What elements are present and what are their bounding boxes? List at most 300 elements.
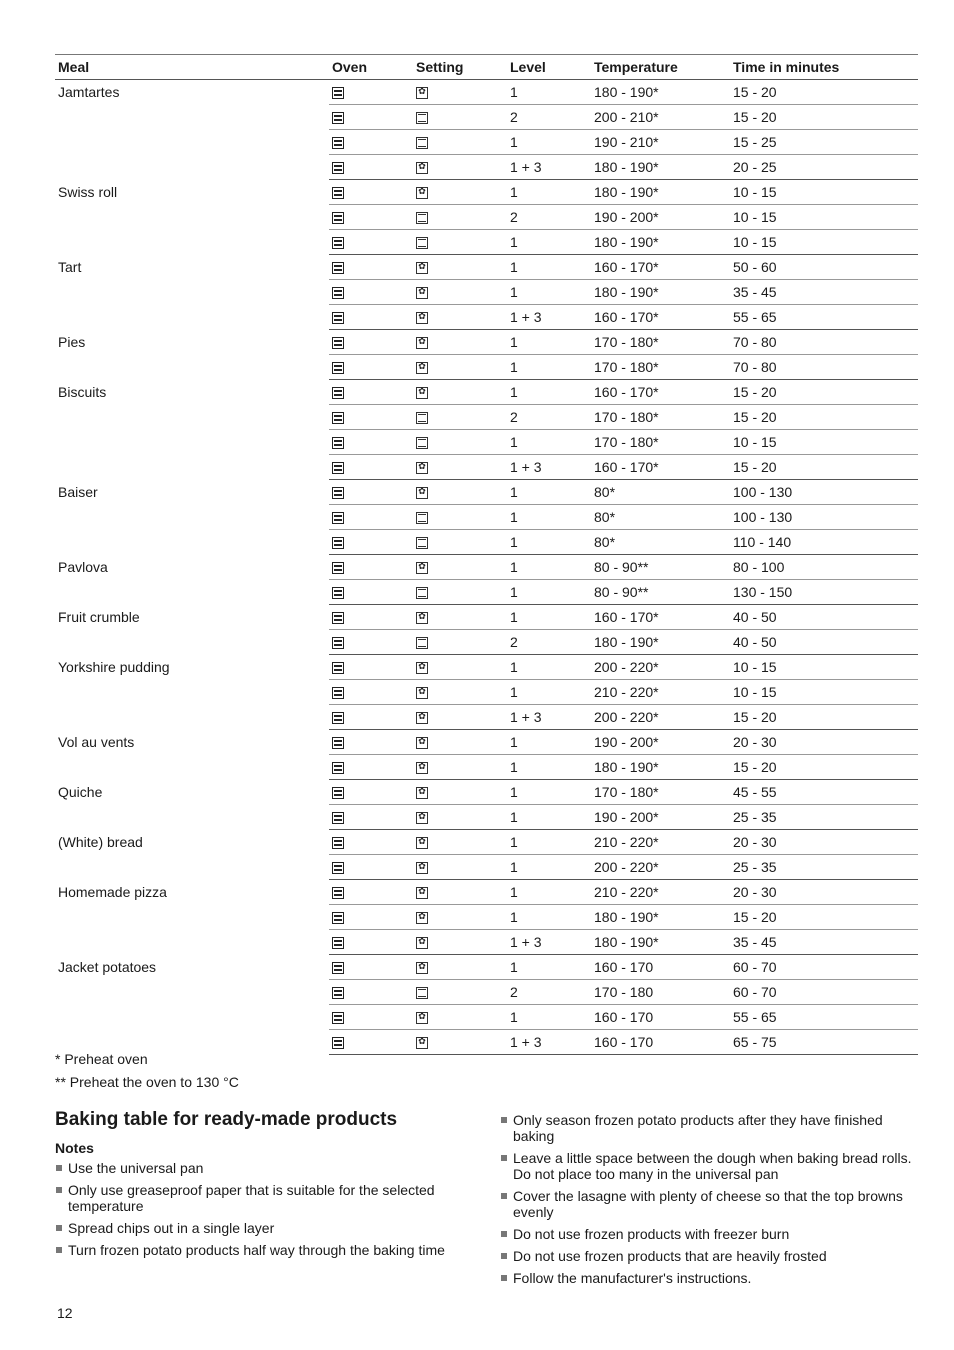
- level-cell: 1 + 3: [507, 155, 591, 180]
- fan-heating-icon: [416, 787, 428, 799]
- level-cell: 2: [507, 630, 591, 655]
- temperature-cell: 160 - 170*: [591, 255, 730, 280]
- temperature-cell: 200 - 220*: [591, 855, 730, 880]
- top-bottom-heating-icon: [416, 512, 428, 524]
- oven-cell: [329, 1005, 413, 1030]
- meal-name: Pavlova: [58, 558, 108, 575]
- level-cell: 1: [507, 255, 591, 280]
- oven-cell: [329, 80, 413, 105]
- level-cell: 1: [507, 280, 591, 305]
- oven-icon: [332, 437, 344, 449]
- oven-cell: [329, 980, 413, 1005]
- header-setting: Setting: [413, 55, 507, 80]
- oven-cell: [329, 305, 413, 330]
- setting-cell: [413, 405, 507, 430]
- level-cell: 1: [507, 505, 591, 530]
- setting-cell: [413, 705, 507, 730]
- fan-heating-icon: [416, 862, 428, 874]
- setting-cell: [413, 905, 507, 930]
- header-meal: Meal: [55, 55, 329, 80]
- level-cell: 1 + 3: [507, 930, 591, 955]
- level-cell: 1: [507, 480, 591, 505]
- fan-heating-icon: [416, 712, 428, 724]
- setting-cell: [413, 80, 507, 105]
- oven-icon: [332, 837, 344, 849]
- setting-cell: [413, 630, 507, 655]
- level-cell: 1: [507, 955, 591, 980]
- temperature-cell: 180 - 190*: [591, 230, 730, 255]
- time-cell: 60 - 70: [730, 980, 918, 1005]
- oven-icon: [332, 637, 344, 649]
- notes-list-left: [55, 1160, 475, 1264]
- page-number: 12: [57, 1305, 73, 1321]
- temperature-cell: 170 - 180*: [591, 780, 730, 805]
- setting-cell: [413, 455, 507, 480]
- setting-cell: [413, 805, 507, 830]
- level-cell: 1: [507, 130, 591, 155]
- fan-heating-icon: [416, 737, 428, 749]
- oven-cell: [329, 1030, 413, 1055]
- oven-icon: [332, 512, 344, 524]
- oven-icon: [332, 912, 344, 924]
- table-body: [55, 80, 918, 1055]
- section-title: Baking table for ready-made products: [55, 1109, 398, 1130]
- time-cell: 130 - 150: [730, 580, 918, 605]
- meal-name: Biscuits: [58, 383, 107, 400]
- table-row: [55, 80, 918, 105]
- setting-cell: [413, 955, 507, 980]
- setting-cell: [413, 480, 507, 505]
- setting-cell: [413, 130, 507, 155]
- oven-cell: [329, 230, 413, 255]
- time-cell: 110 - 140: [730, 530, 918, 555]
- oven-icon: [332, 412, 344, 424]
- fan-heating-icon: [416, 812, 428, 824]
- table-row: [55, 780, 918, 805]
- oven-cell: [329, 780, 413, 805]
- temperature-cell: 170 - 180*: [591, 405, 730, 430]
- meal-name: Quiche: [58, 783, 103, 800]
- time-cell: 15 - 20: [730, 705, 918, 730]
- level-cell: 1: [507, 730, 591, 755]
- time-cell: 15 - 20: [730, 380, 918, 405]
- fan-heating-icon: [416, 462, 428, 474]
- note-item: Only season frozen potato products after they have finished baking: [500, 1112, 918, 1144]
- setting-cell: [413, 580, 507, 605]
- temperature-cell: 170 - 180*: [591, 330, 730, 355]
- oven-icon: [332, 987, 344, 999]
- fan-heating-icon: [416, 1012, 428, 1024]
- level-cell: 1: [507, 905, 591, 930]
- oven-icon: [332, 612, 344, 624]
- top-bottom-heating-icon: [416, 987, 428, 999]
- temperature-cell: 180 - 190*: [591, 180, 730, 205]
- temperature-cell: 170 - 180*: [591, 430, 730, 455]
- oven-cell: [329, 855, 413, 880]
- time-cell: 15 - 20: [730, 405, 918, 430]
- meal-name: Jamtartes: [58, 84, 120, 100]
- oven-cell: [329, 405, 413, 430]
- fan-heating-icon: [416, 162, 428, 174]
- header-temperature: Temperature: [591, 55, 730, 80]
- setting-cell: [413, 355, 507, 380]
- oven-cell: [329, 455, 413, 480]
- temperature-cell: 170 - 180: [591, 980, 730, 1005]
- level-cell: 1: [507, 655, 591, 680]
- setting-cell: [413, 980, 507, 1005]
- time-cell: 15 - 25: [730, 130, 918, 155]
- meal-name: Yorkshire pudding: [58, 658, 170, 675]
- meal-name: Tart: [58, 258, 82, 275]
- time-cell: 35 - 45: [730, 280, 918, 305]
- setting-cell: [413, 180, 507, 205]
- oven-cell: [329, 255, 413, 280]
- setting-cell: [413, 330, 507, 355]
- table-header-row: [55, 55, 918, 80]
- table-row: [55, 555, 918, 580]
- table-row: [55, 605, 918, 630]
- oven-cell: [329, 580, 413, 605]
- table-row: [55, 180, 918, 205]
- oven-icon: [332, 137, 344, 149]
- note-item: Only use greaseproof paper that is suitable for the selected temperature: [55, 1182, 475, 1214]
- time-cell: 100 - 130: [730, 505, 918, 530]
- oven-icon: [332, 212, 344, 224]
- level-cell: 1 + 3: [507, 1030, 591, 1055]
- time-cell: 15 - 20: [730, 455, 918, 480]
- time-cell: 55 - 65: [730, 1005, 918, 1030]
- setting-cell: [413, 205, 507, 230]
- oven-cell: [329, 905, 413, 930]
- level-cell: 2: [507, 405, 591, 430]
- level-cell: 1: [507, 780, 591, 805]
- temperature-cell: 80*: [591, 530, 730, 555]
- oven-cell: [329, 355, 413, 380]
- fan-heating-icon: [416, 87, 428, 99]
- time-cell: 20 - 30: [730, 730, 918, 755]
- meal-name: Jacket potatoes: [58, 958, 157, 975]
- setting-cell: [413, 380, 507, 405]
- level-cell: 1: [507, 680, 591, 705]
- table-row: [55, 330, 918, 355]
- oven-cell: [329, 180, 413, 205]
- baking-table: [55, 54, 918, 1055]
- fan-heating-icon: [416, 487, 428, 499]
- oven-icon: [332, 1037, 344, 1049]
- oven-cell: [329, 480, 413, 505]
- level-cell: 1: [507, 330, 591, 355]
- oven-cell: [329, 430, 413, 455]
- oven-cell: [329, 930, 413, 955]
- time-cell: 15 - 20: [730, 105, 918, 130]
- level-cell: 1 + 3: [507, 305, 591, 330]
- fan-heating-icon: [416, 962, 428, 974]
- time-cell: 40 - 50: [730, 605, 918, 630]
- time-cell: 80 - 100: [730, 555, 918, 580]
- time-cell: 10 - 15: [730, 180, 918, 205]
- temperature-cell: 80 - 90**: [591, 580, 730, 605]
- setting-cell: [413, 230, 507, 255]
- oven-cell: [329, 130, 413, 155]
- oven-icon: [332, 762, 344, 774]
- level-cell: 1: [507, 80, 591, 105]
- level-cell: 1: [507, 855, 591, 880]
- time-cell: 40 - 50: [730, 630, 918, 655]
- fan-heating-icon: [416, 937, 428, 949]
- time-cell: 15 - 20: [730, 905, 918, 930]
- setting-cell: [413, 305, 507, 330]
- time-cell: 15 - 20: [730, 755, 918, 780]
- top-bottom-heating-icon: [416, 537, 428, 549]
- header-time: Time in minutes: [730, 55, 918, 80]
- oven-icon: [332, 937, 344, 949]
- oven-icon: [332, 87, 344, 99]
- setting-cell: [413, 555, 507, 580]
- temperature-cell: 170 - 180*: [591, 355, 730, 380]
- meal-name: Vol au vents: [58, 733, 135, 750]
- time-cell: 10 - 15: [730, 655, 918, 680]
- table-row: [55, 880, 918, 905]
- fan-heating-icon: [416, 687, 428, 699]
- table-row: [55, 955, 918, 980]
- oven-icon: [332, 187, 344, 199]
- note-item: Turn frozen potato products half way through the baking time: [55, 1242, 475, 1258]
- oven-cell: [329, 655, 413, 680]
- level-cell: 1: [507, 605, 591, 630]
- level-cell: 1: [507, 1005, 591, 1030]
- oven-cell: [329, 805, 413, 830]
- level-cell: 1: [507, 755, 591, 780]
- temperature-cell: 180 - 190*: [591, 155, 730, 180]
- oven-icon: [332, 737, 344, 749]
- table-row: [55, 830, 918, 855]
- time-cell: 45 - 55: [730, 780, 918, 805]
- table-row: [55, 380, 918, 405]
- fan-heating-icon: [416, 187, 428, 199]
- oven-cell: [329, 755, 413, 780]
- fan-heating-icon: [416, 262, 428, 274]
- oven-cell: [329, 530, 413, 555]
- level-cell: 2: [507, 205, 591, 230]
- meal-name: Fruit crumble: [58, 608, 140, 625]
- time-cell: 10 - 15: [730, 680, 918, 705]
- oven-cell: [329, 830, 413, 855]
- note-item: Leave a little space between the dough when baking bread rolls. Do not place too many in the universal pan: [500, 1150, 918, 1182]
- setting-cell: [413, 505, 507, 530]
- level-cell: 1 + 3: [507, 455, 591, 480]
- time-cell: 35 - 45: [730, 930, 918, 955]
- table-row: [55, 480, 918, 505]
- temperature-cell: 180 - 190*: [591, 630, 730, 655]
- temperature-cell: 160 - 170*: [591, 380, 730, 405]
- time-cell: 10 - 15: [730, 205, 918, 230]
- temperature-cell: 180 - 190*: [591, 905, 730, 930]
- temperature-cell: 80*: [591, 480, 730, 505]
- oven-icon: [332, 537, 344, 549]
- oven-cell: [329, 955, 413, 980]
- fan-heating-icon: [416, 312, 428, 324]
- fan-heating-icon: [416, 1037, 428, 1049]
- oven-icon: [332, 162, 344, 174]
- temperature-cell: 160 - 170*: [591, 305, 730, 330]
- oven-icon: [332, 287, 344, 299]
- temperature-cell: 200 - 220*: [591, 705, 730, 730]
- note-item: Do not use frozen products with freezer burn: [500, 1226, 918, 1242]
- setting-cell: [413, 655, 507, 680]
- oven-icon: [332, 262, 344, 274]
- oven-cell: [329, 680, 413, 705]
- time-cell: 100 - 130: [730, 480, 918, 505]
- time-cell: 20 - 30: [730, 880, 918, 905]
- setting-cell: [413, 1030, 507, 1055]
- level-cell: 2: [507, 980, 591, 1005]
- temperature-cell: 210 - 220*: [591, 680, 730, 705]
- temperature-cell: 160 - 170*: [591, 605, 730, 630]
- note-item: Spread chips out in a single layer: [55, 1220, 475, 1236]
- oven-cell: [329, 155, 413, 180]
- temperature-cell: 80*: [591, 505, 730, 530]
- top-bottom-heating-icon: [416, 112, 428, 124]
- note-item: Use the universal pan: [55, 1160, 475, 1176]
- meal-name: Baiser: [58, 483, 98, 500]
- temperature-cell: 180 - 190*: [591, 80, 730, 105]
- setting-cell: [413, 280, 507, 305]
- oven-cell: [329, 330, 413, 355]
- temperature-cell: 180 - 190*: [591, 930, 730, 955]
- level-cell: 1: [507, 805, 591, 830]
- temperature-cell: 190 - 200*: [591, 730, 730, 755]
- oven-icon: [332, 112, 344, 124]
- temperature-cell: 160 - 170: [591, 955, 730, 980]
- oven-icon: [332, 312, 344, 324]
- top-bottom-heating-icon: [416, 137, 428, 149]
- top-bottom-heating-icon: [416, 437, 428, 449]
- setting-cell: [413, 780, 507, 805]
- level-cell: 1 + 3: [507, 705, 591, 730]
- setting-cell: [413, 730, 507, 755]
- oven-icon: [332, 1012, 344, 1024]
- temperature-cell: 190 - 200*: [591, 205, 730, 230]
- time-cell: 55 - 65: [730, 305, 918, 330]
- oven-cell: [329, 505, 413, 530]
- note-item: Do not use frozen products that are heavily frosted: [500, 1248, 918, 1264]
- oven-cell: [329, 730, 413, 755]
- fan-heating-icon: [416, 762, 428, 774]
- setting-cell: [413, 155, 507, 180]
- oven-icon: [332, 712, 344, 724]
- oven-icon: [332, 387, 344, 399]
- oven-icon: [332, 962, 344, 974]
- oven-cell: [329, 205, 413, 230]
- setting-cell: [413, 930, 507, 955]
- fan-heating-icon: [416, 662, 428, 674]
- oven-icon: [332, 587, 344, 599]
- level-cell: 1: [507, 555, 591, 580]
- oven-cell: [329, 630, 413, 655]
- fan-heating-icon: [416, 287, 428, 299]
- oven-cell: [329, 880, 413, 905]
- time-cell: 70 - 80: [730, 330, 918, 355]
- top-bottom-heating-icon: [416, 587, 428, 599]
- oven-icon: [332, 662, 344, 674]
- footnote-preheat: * Preheat oven: [55, 1051, 148, 1067]
- temperature-cell: 160 - 170*: [591, 455, 730, 480]
- time-cell: 20 - 30: [730, 830, 918, 855]
- footnotes: [55, 1050, 239, 1096]
- header-oven: Oven: [329, 55, 413, 80]
- temperature-cell: 160 - 170: [591, 1005, 730, 1030]
- level-cell: 1: [507, 880, 591, 905]
- time-cell: 10 - 15: [730, 230, 918, 255]
- oven-icon: [332, 237, 344, 249]
- notes-heading: Notes: [55, 1140, 94, 1156]
- notes-list-right: [500, 1112, 918, 1292]
- setting-cell: [413, 605, 507, 630]
- fan-heating-icon: [416, 912, 428, 924]
- level-cell: 1: [507, 580, 591, 605]
- fan-heating-icon: [416, 387, 428, 399]
- level-cell: 1: [507, 380, 591, 405]
- top-bottom-heating-icon: [416, 237, 428, 249]
- level-cell: 2: [507, 105, 591, 130]
- time-cell: 70 - 80: [730, 355, 918, 380]
- setting-cell: [413, 105, 507, 130]
- table-row: [55, 655, 918, 680]
- top-bottom-heating-icon: [416, 637, 428, 649]
- setting-cell: [413, 1005, 507, 1030]
- fan-heating-icon: [416, 362, 428, 374]
- meal-name: (White) bread: [58, 833, 143, 850]
- meal-name: Homemade pizza: [58, 883, 167, 900]
- time-cell: 25 - 35: [730, 855, 918, 880]
- setting-cell: [413, 755, 507, 780]
- temperature-cell: 200 - 220*: [591, 655, 730, 680]
- level-cell: 1: [507, 180, 591, 205]
- fan-heating-icon: [416, 562, 428, 574]
- temperature-cell: 200 - 210*: [591, 105, 730, 130]
- meal-name: Swiss roll: [58, 183, 118, 200]
- top-bottom-heating-icon: [416, 212, 428, 224]
- level-cell: 1: [507, 430, 591, 455]
- table-row: [55, 730, 918, 755]
- temperature-cell: 190 - 200*: [591, 805, 730, 830]
- oven-icon: [332, 462, 344, 474]
- oven-icon: [332, 812, 344, 824]
- fan-heating-icon: [416, 837, 428, 849]
- oven-icon: [332, 562, 344, 574]
- oven-icon: [332, 362, 344, 374]
- oven-icon: [332, 687, 344, 699]
- oven-cell: [329, 280, 413, 305]
- setting-cell: [413, 430, 507, 455]
- level-cell: 1: [507, 830, 591, 855]
- setting-cell: [413, 680, 507, 705]
- oven-cell: [329, 105, 413, 130]
- oven-icon: [332, 887, 344, 899]
- time-cell: 65 - 75: [730, 1030, 918, 1055]
- setting-cell: [413, 255, 507, 280]
- setting-cell: [413, 880, 507, 905]
- temperature-cell: 160 - 170: [591, 1030, 730, 1055]
- oven-icon: [332, 787, 344, 799]
- oven-icon: [332, 487, 344, 499]
- time-cell: 15 - 20: [730, 80, 918, 105]
- temperature-cell: 180 - 190*: [591, 280, 730, 305]
- fan-heating-icon: [416, 887, 428, 899]
- setting-cell: [413, 855, 507, 880]
- table-row: [55, 255, 918, 280]
- oven-icon: [332, 337, 344, 349]
